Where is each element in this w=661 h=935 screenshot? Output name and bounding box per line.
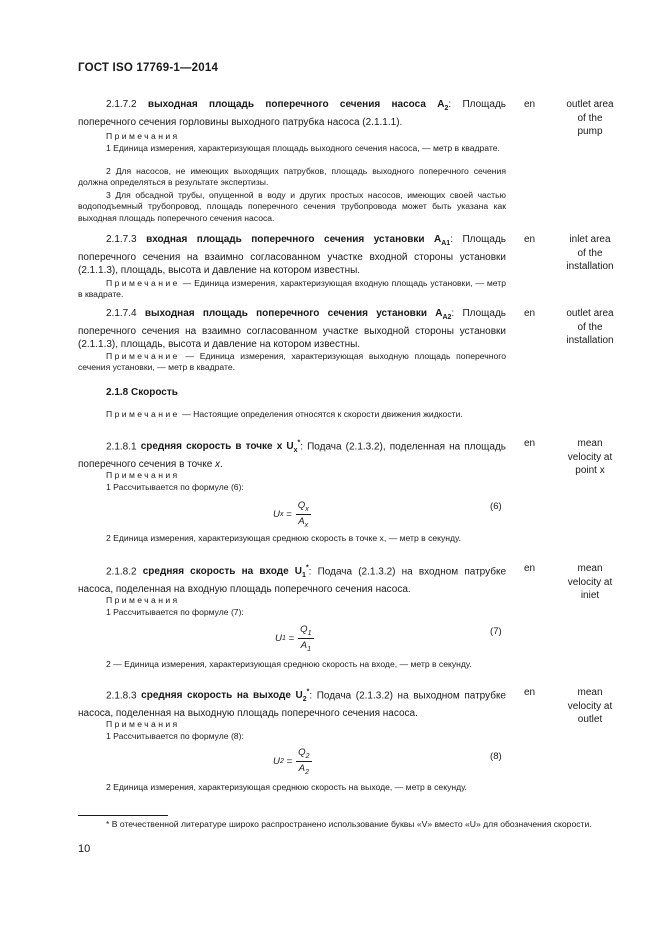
formula-number: (8) (490, 751, 502, 762)
document-header: ГОСТ ISO 17769-1—2014 (78, 62, 219, 74)
note-2: 2 Единица измерения, характеризующая среднюю скорость на выходе, — метр в секунду. (106, 782, 467, 792)
term-2-1-8-3: 2.1.8.3 средняя скорость на выходе $U_2^*$: Подача (2.1.3.2) на выходном патрубке насоса, поделенная на выходную площадь поперечного сечения насоса. (78, 689, 506, 719)
notes-title: Примечания (106, 131, 180, 141)
term-2-1-7-2: 2.1.7.2 выходная площадь поперечного сечения насоса $A_2$: Площадь поперечного сечения горловины выходного патрубка насоса (2.1.1.1). (78, 99, 506, 128)
term-2-1-7-4: 2.1.7.4 выходная площадь поперечного сечения установки $A_{A2}$: Площадь поперечного сечения на взаимно согласованном участке выходной стороны установки (2.1.1.3), площадь, высота и давление на котором известны. (78, 308, 506, 351)
term-2-1-8-1: 2.1.8.1 средняя скорость в точке x $U_x^*$: Подача (2.1.3.2), поделенная на площадь поперечного сечения в точке x. (78, 440, 507, 470)
english-equivalent: outlet area of the installation (566, 308, 614, 347)
note-2: 2 — Единица измерения, характеризующая среднюю скорость на входе, — метр в секунду. (106, 659, 472, 669)
formula-8: U 2 = $\frac{Q_2}{A_2}$ (273, 747, 310, 776)
lang-code: en (524, 563, 536, 574)
english-equivalent: mean velocity at point x (567, 438, 613, 477)
lang-code: en (524, 99, 536, 110)
note-2: 2 Для насосов, не имеющих выходящих патрубков, площадь выходного поперечного сечения должна определяться в результате экспертизы. (78, 166, 506, 188)
section-title: 2.1.8 Скорость (106, 387, 178, 398)
lang-code: en (524, 438, 536, 449)
term-2-1-8-2: 2.1.8.2 средняя скорость на входе $U_1^*$: Подача (2.1.3.2) на входном патрубке насоса, поделенная на входную площадь поперечного сечения насоса. (78, 565, 506, 595)
formula-number: (6) (490, 501, 502, 512)
english-equivalent: mean velocity at iniet (567, 563, 613, 602)
note-2: 2 Единица измерения, характеризующая среднюю скорость в точке x, — метр в секунду. (106, 533, 461, 543)
note: Примечание — Настоящие определения относятся к скорости движения жидкости. (106, 409, 463, 419)
lang-code: en (524, 234, 536, 245)
page-number: 10 (78, 843, 91, 855)
footnote: * В отечественной литературе широко распространено использование буквы «V» вместо «U» для обозначения скорости. (106, 819, 592, 829)
note-1: 1 Рассчитывается по формуле (6): (106, 482, 244, 492)
formula-7: U 1 = $\frac{Q_1}{A_1}$ (275, 624, 312, 653)
english-equivalent: inlet area of the installation (566, 234, 614, 273)
note-1: 1 Единица измерения, характеризующая площадь выходного сечения насоса, — метр в квадрате. (106, 143, 500, 153)
notes-title: Примечания (106, 719, 180, 729)
note-3: 3 Для обсадной трубы, опущенной в воду и других простых насосов, имеющих своей частью водоподъемный трубопровод, площадь поперечного сечения трубопровода может быть указана как выходная площадь поперечного сечения насоса. (78, 190, 506, 223)
formula-number: (7) (490, 626, 502, 637)
note-1: 1 Рассчитывается по формуле (8): (106, 731, 244, 741)
note: Примечание — Единица измерения, характеризующая входную площадь установки, — метр в квадрате. (78, 278, 506, 300)
lang-code: en (524, 308, 536, 319)
footnote-separator (78, 815, 168, 816)
notes-title: Примечания (106, 595, 180, 605)
term-2-1-7-3: 2.1.7.3 входная площадь поперечного сечения установки $A_{A1}$: Площадь поперечного сечения на взаимно согласованном участке входной стороны установки (2.1.1.3), площадь, высота и давление на котором известны. (78, 234, 506, 277)
formula-6: U x = $\frac{Q_x}{A_x}$ (273, 500, 309, 529)
english-equivalent: mean velocity at outlet (567, 687, 613, 726)
note: Примечание — Единица измерения, характеризующая выходную площадь поперечного сечения установки, — метр в квадрате. (78, 351, 506, 373)
note-1: 1 Рассчитывается по формуле (7): (106, 607, 244, 617)
lang-code: en (524, 687, 536, 698)
notes-title: Примечания (106, 470, 180, 480)
english-equivalent: outlet area of the pump (566, 99, 614, 138)
